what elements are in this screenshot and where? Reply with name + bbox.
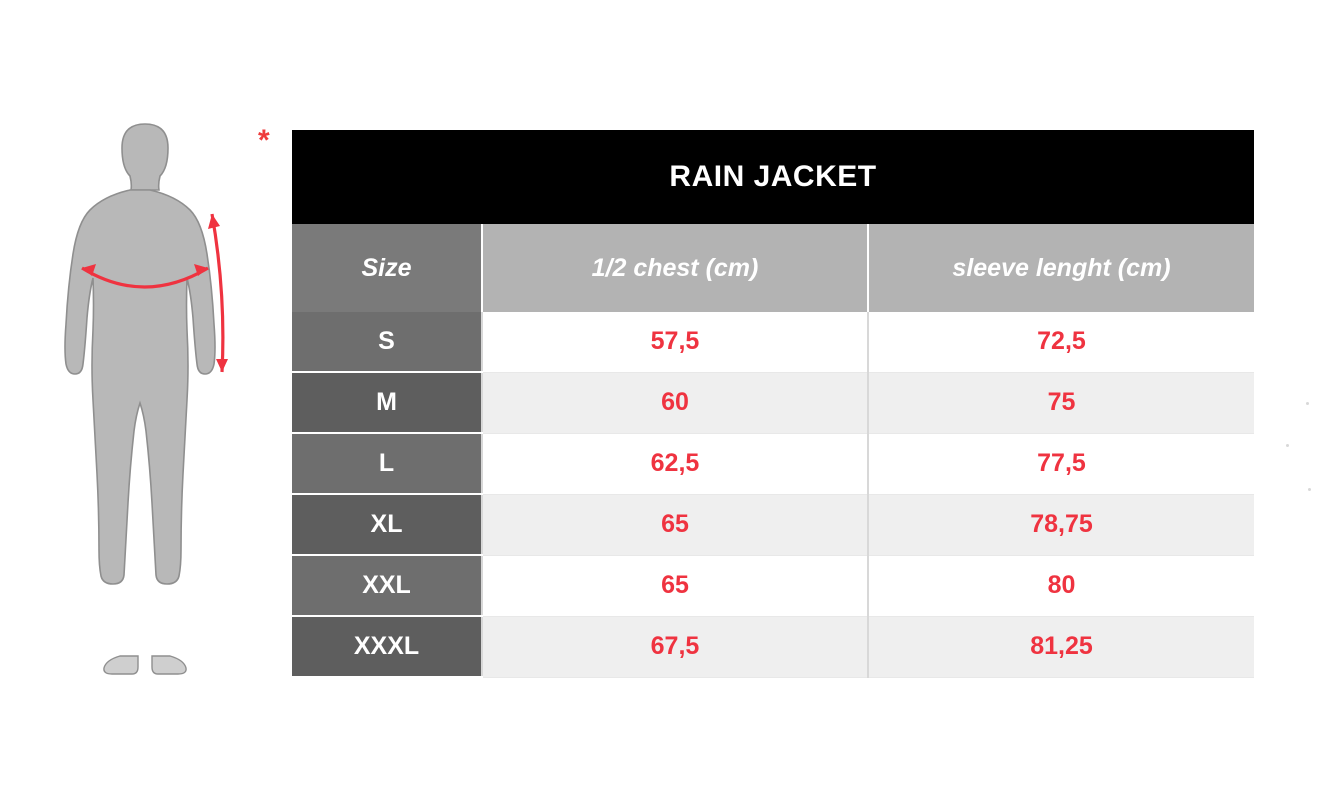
table-row [292,433,1254,494]
column-header-sleeve: sleeve lenght (cm) [868,224,1254,312]
cell-sleeve: 75 [868,372,1254,433]
cell-sleeve: 81,25 [868,616,1254,677]
cell-chest: 60 [482,372,868,433]
decorative-dot [1306,402,1309,405]
column-header-size: Size [292,224,482,312]
column-header-chest: 1/2 chest (cm) [482,224,868,312]
table-row [292,616,1254,677]
cell-size: M [292,372,482,433]
table-row [292,494,1254,555]
table-row [292,555,1254,616]
cell-size: XXL [292,555,482,616]
size-chart-table [292,130,1254,678]
cell-sleeve: 77,5 [868,433,1254,494]
page-title: RAIN JACKET [292,130,1254,224]
cell-size: S [292,312,482,372]
cell-chest: 65 [482,494,868,555]
table-row [292,312,1254,372]
cell-sleeve: 80 [868,555,1254,616]
cell-chest: 57,5 [482,312,868,372]
body-silhouette-icon [65,124,215,674]
cell-chest: 65 [482,555,868,616]
table-row [292,372,1254,433]
cell-sleeve: 72,5 [868,312,1254,372]
decorative-dot [1286,444,1289,447]
cell-size: L [292,433,482,494]
table-header-row [292,224,1254,312]
decorative-dot [1308,488,1311,491]
cell-sleeve: 78,75 [868,494,1254,555]
asterisk-marker: * [258,124,270,157]
table-title-row [292,130,1254,224]
cell-chest: 67,5 [482,616,868,677]
cell-size: XXXL [292,616,482,677]
cell-chest: 62,5 [482,433,868,494]
body-figure-illustration [40,110,270,680]
cell-size: XL [292,494,482,555]
